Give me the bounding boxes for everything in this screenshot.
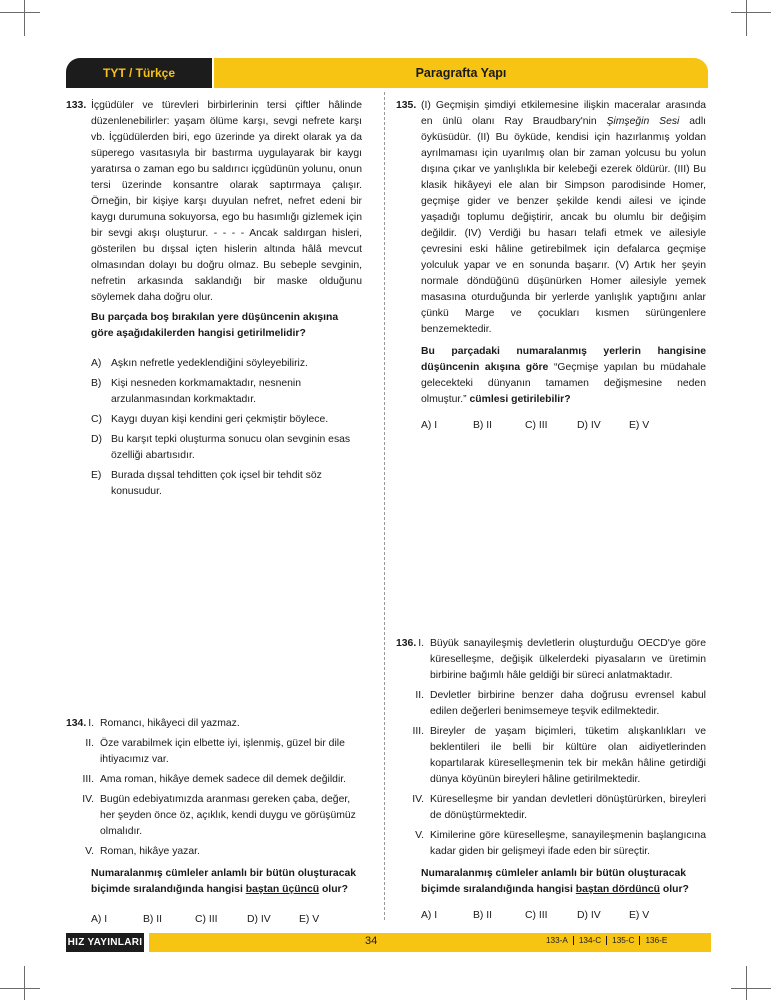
answer-key [541, 936, 672, 945]
sentence-3: III. Ama roman, hikâye demek sadece dil demek değildir. [82, 774, 347, 785]
option-e[interactable]: E) V [629, 420, 650, 431]
option-d[interactable]: D) IV [577, 910, 601, 921]
question-prompt: Numaralanmış cümleler anlamlı bir bütün oluşturacak biçimde sıralandığında hangisi baştan dördüncü olur? [421, 868, 689, 895]
crop-mark [0, 988, 40, 989]
crop-mark [746, 0, 747, 36]
sentence-1: I. Romancı, hikâyeci dil yazmaz. [88, 718, 240, 729]
option-c[interactable]: C) III [195, 914, 218, 925]
question-prompt: Bu parçadaki numaralanmış yerlerin hangisine düşüncenin akışına göre “Geçmişe yapılan bu müdahale gelecekteki dünyanın tamamen değişmesine neden olmuştur.” cümlesi getirilebilir? [421, 346, 706, 405]
question-135 [396, 98, 706, 434]
topic-header: Paragrafta Yapı [214, 58, 708, 88]
option-e[interactable]: E) V [299, 914, 320, 925]
option-d[interactable]: D) IV [247, 914, 271, 925]
sentence-4: IV. Bugün edebiyatımızda aranması gereken çaba, değer, her şeyden önce öz, açıklık, kendi duygu ve görüşümüz olmalıdır. [82, 794, 356, 837]
question-133 [66, 98, 362, 500]
page-number: 34 [365, 935, 378, 947]
option-c[interactable]: C) III [525, 910, 548, 921]
question-prompt: Bu parçada boş bırakılan yere düşüncenin akışına göre aşağıdakilerden hangisi getirilmelidir? [91, 312, 339, 339]
question-paragraph: İçgüdüler ve türevleri birbirlerinin tersi çiftler hâlinde düzenlenebilirler: yaşam ölüme karşı, sevgi nefrete karşı vb. İçgüdülerden biri, ego üzerinde ya direkt olarak ya da süperego vasıtasıyla bir bastırma uygulayarak bir kaygı yaratırsa o zaman ego bu saldırıcı içgüdünün yolunu, onun tersi üzerinde konsantre olarak saptırmaya çalışır. Örneğin, bir kişiye karşı duyulan nefret, nefret edeni bir kaygı durumuna sokuyorsa, ego bu hasımlığı gizlemek için bir sevgi akışı oluşturur. - - - - Ancak saldırgan hisleri, gösterilen bu dışsal içten hislerin altında hâlâ mevcut olmasından dolayı bu doğru olmaz. Bu sebeple sevginin, nefretin arkasında saklandığı bir maske olduğunu söylemek daha doğru olur. [91, 100, 362, 303]
sentence-3: III. Bireyler de yaşam biçimleri, tüketim alışkanlıkları ve beklentileri ile belli bir kültüre olan aidiyetlerinden kopartılarak küreselleşmenin tek bir mekân hâline getirdiği dünya köyünün bireyleri hâline getirilmektedir. [412, 726, 706, 785]
crop-mark [0, 12, 40, 13]
answer-key-item: 136-E [639, 936, 672, 945]
answer-options [66, 912, 362, 928]
sentence-1: I. Büyük sanayileşmiş devletlerin oluşturduğu OECD'ye göre küreselleşme, değişik ülkelerdeki piyasaların ve üretimin birbirine bağımlı hâle geldiği bir süreci anlatmaktadır. [418, 638, 706, 681]
sentence-5: V. Kimilerine göre küreselleşme, sanayileşmenin başlangıcına kadar giden bir gelişmeyi ifade eden bir süreçtir. [415, 830, 706, 857]
option-c[interactable]: C) Kaygı duyan kişi kendini geri çekmiştir böylece. [91, 414, 329, 425]
option-b[interactable]: B) II [473, 420, 493, 431]
answer-options [421, 418, 706, 434]
option-e[interactable]: E) Burada dışsal tehditten çok içsel bir tehdit söz konusudur. [91, 470, 322, 497]
answer-options [396, 908, 706, 924]
option-d[interactable]: D) IV [577, 420, 601, 431]
option-e[interactable]: E) V [629, 910, 650, 921]
crop-mark [24, 0, 25, 36]
option-a[interactable]: A) I [421, 420, 438, 431]
column-divider [384, 92, 385, 920]
crop-mark [24, 966, 25, 1000]
option-a[interactable]: A) I [421, 910, 438, 921]
sentence-4: IV. Küreselleşme bir yandan devletleri dönüştürürken, bireyleri de dönüştürmektedir. [412, 794, 706, 821]
question-number: 133. [66, 100, 87, 111]
option-b[interactable]: B) Kişi nesneden korkmamaktadır, nesnenin arzulanmasından korkmaktadır. [91, 378, 302, 405]
sentence-5: V. Roman, hikâye yazar. [85, 846, 200, 857]
answer-key-item: 134-C [573, 936, 606, 945]
sentence-2: II. Öze varabilmek için elbette iyi, işlenmiş, güzel bir dile ihtiyacımız var. [85, 738, 345, 765]
question-number: 136. [396, 638, 417, 649]
sentence-2: II. Devletler birbirine benzer daha doğrusu evrensel kabul edilen değerleri benimsemeye teşvik edilmektedir. [415, 690, 706, 717]
crop-mark [746, 966, 747, 1000]
option-b[interactable]: B) II [143, 914, 163, 925]
question-paragraph: (I) Geçmişin şimdiyi etkilemesine ilişkin maceralar arasında en ünlü olanı Ray Braudbary'nin Şimşeğin Sesi adlı öyküsüdür. (II) Bu öyküde, kendisi için hazırlanmış yoldan ayrılmaması için uyarılmış olan bir zaman yolcusu bu yolun dışına çıkar ve yanlışlıkla bir kelebeği ezerek öldürür. (III) Bu klasik hikâyeyi ele alan bir Simpson parodisinde Homer, geçmişe gider ve benzer şekilde kendi ailesi ve içinde yaşadığı toplumu değiştirir, ancak bu olumlu bir değişim değildir. (IV) Verdiği bu hasarı telafi etmek ve ailesiyle çevresini eski hâline getirebilmek için defalarca geçmişe yolculuk yapar ve en sonunda başarır. (V) Artık her şeyin normale döndüğünü düşünürken Homer ailesiyle yemek masasına oturduğunda bir yerlerde yanlışlık yaptığını anlar çünkü Marge ve çocukları kısmen sürüngenlere benzemektedir. [421, 100, 707, 335]
option-a[interactable]: A) Aşkın nefretle yedeklendiğini söyleyebiliriz. [91, 358, 308, 369]
subject-header: TYT / Türkçe [66, 58, 212, 88]
option-d[interactable]: D) Bu karşıt tepki oluşturma sonucu olan sevginin esas özelliği abartısıdır. [91, 434, 351, 461]
option-c[interactable]: C) III [525, 420, 548, 431]
question-number: 135. [396, 100, 417, 111]
option-b[interactable]: B) II [473, 910, 493, 921]
publisher-logo: HIZ YAYINLARI [66, 933, 144, 952]
answer-key-item: 133-A [546, 936, 568, 945]
crop-mark [731, 988, 771, 989]
crop-mark [731, 12, 771, 13]
question-136 [396, 636, 706, 924]
question-number: 134. [66, 718, 87, 729]
question-prompt: Numaralanmış cümleler anlamlı bir bütün oluşturacak biçimde sıralandığında hangisi baştan üçüncü olur? [91, 868, 357, 895]
answer-key-item: 135-C [606, 936, 639, 945]
option-a[interactable]: A) I [91, 914, 108, 925]
question-134 [66, 716, 362, 928]
